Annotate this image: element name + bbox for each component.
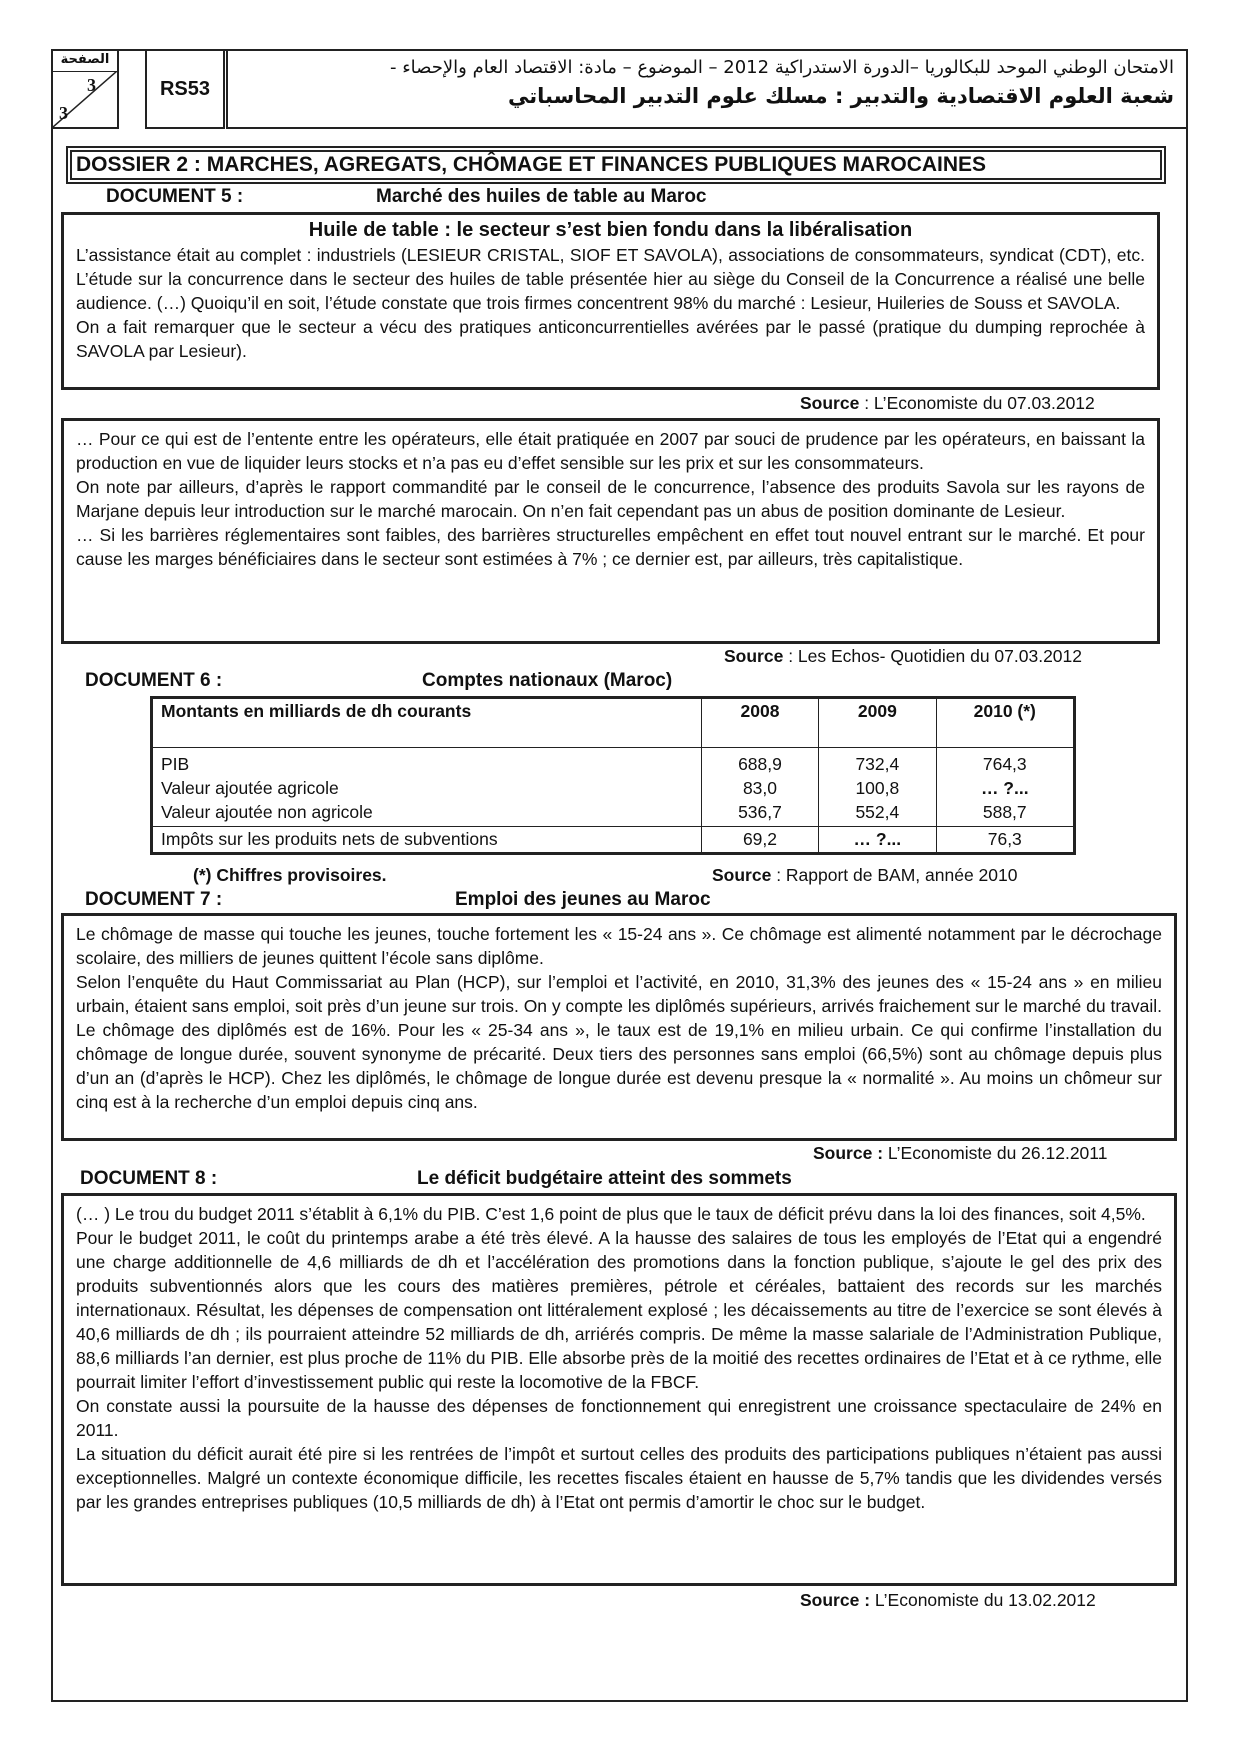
doc6-title: Comptes nationaux (Maroc) — [422, 670, 673, 691]
table-cell: Impôts sur les produits nets de subventions — [152, 827, 702, 854]
table-header: 2010 (*) — [936, 698, 1074, 748]
table-cell: PIB — [161, 754, 190, 774]
table-header: 2008 — [701, 698, 818, 748]
doc7-title: Emploi des jeunes au Maroc — [455, 889, 711, 910]
doc5-box1-title: Huile de table : le secteur s’est bien fondu dans la libéralisation — [308, 219, 913, 241]
exam-header-line2: شعبة العلوم الاقتصادية والتدبير : مسلك علوم التدبير المحاسباتي — [508, 84, 1174, 108]
doc8-source: Source : L’Economiste du 13.02.2012 — [800, 1590, 1096, 1610]
table-cell: 69,2 — [701, 827, 818, 854]
national-accounts-table — [150, 696, 1076, 855]
doc7-p1: Le chômage de masse qui touche les jeunes, touche fortement les « 15-24 ans ». Ce chômage est alimenté notamment par le décrochage scolaire, des milliers de jeunes quittent l’école sans diplôme. — [76, 924, 1162, 968]
doc8-p2: Pour le budget 2011, le coût du printemps arabe a été très élevé. A la hausse des salaires de tous les employés de l’Etat qui a engendré une charge additionnelle de 4,6 milliards de dh et l’accélération des promotions dans la fonction publique, s’ajoute le gel des prix des produits subventionnés alors que les cours des matières premières, pétrole et céréales, battaient des records sur les marchés internationaux. Résultat, les dépenses de compensation ont littéralement explosé ; les décaissements au titre de l’exercice se sont élevés à 40,6 milliards de dh ; ils pourraient atteindre 52 milliards de dh, arriérés compris. De même la masse salariale de l’Administration Publique, 88,6 milliards l’an dernier, est plus proche de 11% du PIB. Elle absorbe près de la moitié des recettes ordinaires de l’Etat et à ce rythme, elle pourrait limiter l’effort d’investissement public qui reste la locomotive de la FBCF. — [76, 1228, 1162, 1392]
doc7-label: DOCUMENT 7 : — [85, 889, 223, 910]
table-cell: 536,7 — [738, 802, 782, 822]
table-cell: 100,8 — [855, 778, 900, 798]
doc6-note: (*) Chiffres provisoires. — [193, 865, 387, 885]
doc8-title: Le déficit budgétaire atteint des sommets — [417, 1168, 792, 1189]
doc8-label: DOCUMENT 8 : — [80, 1168, 218, 1189]
page-num: 3 — [87, 75, 96, 95]
table-row — [152, 827, 1075, 854]
exam-header — [226, 49, 1188, 129]
doc7-source: Source : L’Economiste du 26.12.2011 — [813, 1143, 1108, 1163]
table-cell: 552,4 — [855, 802, 900, 822]
subject-code: RS53 — [145, 49, 225, 129]
doc7-box — [61, 913, 1177, 1141]
table-cell: 83,0 — [742, 778, 777, 798]
doc5-box2-p1: … Pour ce qui est de l’entente entre les opérateurs, elle était pratiquée en 2007 par souci de prudence par les opérateurs, en baissant la production en vue de liquider leurs stocks et n’a pas eu d’effet sensible sur les prix et sur les consommateurs. — [76, 429, 1145, 473]
table-cell: … ?... — [980, 778, 1029, 798]
table-cell: 688,9 — [738, 754, 782, 774]
dossier-title: DOSSIER 2 : MARCHES, AGREGATS, CHÔMAGE ET FINANCES PUBLIQUES MAROCAINES — [70, 150, 1162, 180]
table-cell: 76,3 — [936, 827, 1074, 854]
doc5-box2-p2: On note par ailleurs, d’après le rapport commandité par le conseil de le concurrence, l’absence des produits Savola sur les rayons de Marjane depuis leur introduction sur le marché marocain. On n’en fait cependant pas un abus de position dominante de Lesieur. — [76, 477, 1145, 521]
doc5-box1-p1: L’assistance était au complet : industriels (LESIEUR CRISTAL, SIOF ET SAVOLA), associations de consommateurs, syndicat (CDT), etc. L’étude sur la concurrence dans le secteur des huiles de table présentée hier au siège du Conseil de la Concurrence a réalisé une belle audience. (…) Quoiqu’il en soit, l’étude constate que trois firmes concentrent 98% du marché : Lesieur, Huileries de Souss et SAVOLA. — [76, 245, 1145, 313]
doc5-label: DOCUMENT 5 : — [106, 186, 244, 207]
table-cell: … ?... — [819, 827, 936, 854]
doc8-p3: On constate aussi la poursuite de la hausse des dépenses de fonctionnement qui enregistrent une croissance spectaculaire de 24% en 2011. — [76, 1396, 1162, 1440]
exam-header-line1: الامتحان الوطني الموحد للبكالوريا –الدورة الاستدراكية 2012 – الموضوع – مادة: الاقتصاد العام والإحصاء - — [390, 57, 1174, 78]
table-cell: 764,3 — [982, 754, 1027, 774]
doc6-label: DOCUMENT 6 : — [85, 670, 223, 691]
doc5-box2 — [61, 418, 1160, 644]
table-cell: Valeur ajoutée non agricole — [161, 802, 373, 822]
table-cell: 588,7 — [982, 802, 1027, 822]
table-row — [152, 748, 1075, 827]
doc5-source1: Source : L’Economiste du 07.03.2012 — [800, 393, 1095, 413]
doc5-box1 — [61, 212, 1160, 390]
page-label: الصفحة — [53, 51, 117, 72]
table-header-row — [152, 698, 1075, 748]
table-header: Montants en milliards de dh courants — [152, 698, 702, 748]
doc8-p1: (… ) Le trou du budget 2011 s’établit à 6,1% du PIB. C’est 1,6 point de plus que le taux de déficit prévu dans la loi des finances, soit 4,5%. — [76, 1204, 1146, 1224]
doc8-p4: La situation du déficit aurait été pire si les rentrées de l’impôt et surtout celles des produits des participations publiques n’étaient pas aussi exceptionnelles. Malgré un contexte économique difficile, les recettes fiscales étaient en hausse de 5,7% tandis que les dividendes versés par les grandes entreprises publiques (10,5 milliards de dh) à l’Etat ont permis d’amortir le choc sur le budget. — [76, 1444, 1162, 1512]
page-number-box — [51, 49, 119, 129]
doc8-box — [61, 1193, 1177, 1586]
table-cell: Valeur ajoutée agricole — [161, 778, 339, 798]
doc5-source2: Source : Les Echos- Quotidien du 07.03.2012 — [724, 646, 1083, 666]
doc7-p2: Selon l’enquête du Haut Commissariat au Plan (HCP), sur l’emploi et l’activité, en 2010, 31,3% des jeunes des « 15-24 ans » en milieu urbain, étaient sans emploi, soit près d’un jeune sur trois. On y compte les diplômés supérieurs, arrivés fraichement sur le marché du travail. Le chômage des diplômés est de 16%. Pour les « 25-34 ans », le taux est de 19,1% en milieu urbain. Ce qui confirme l’installation du chômage de longue durée, souvent synonyme de précarité. Deux tiers des personnes sans emploi (66,5%) sont au chômage depuis plus d’un an (d’après le HCP). Chez les diplômés, le chômage de longue durée est devenu presque la « normalité ». Au moins un chômeur sur cinq est à la recherche d’un emploi depuis cinq ans. — [76, 972, 1162, 1112]
table-header: 2009 — [819, 698, 936, 748]
doc5-box2-p3: … Si les barrières réglementaires sont faibles, des barrières structurelles empêchent en effet tout nouvel entrant sur le marché. Et pour cause les marges bénéficiaires dans le secteur sont estimées à 7% ; ce dernier est, par ailleurs, très capitalistique. — [76, 525, 1145, 569]
doc6-source: Source : Rapport de BAM, année 2010 — [712, 865, 1018, 885]
doc5-title: Marché des huiles de table au Maroc — [376, 186, 707, 207]
doc5-box1-p2: On a fait remarquer que le secteur a vécu des pratiques anticoncurrentielles avérées par le passé (pratique du dumping reprochée à SAVOLA par Lesieur). — [76, 317, 1145, 361]
table-cell: 732,4 — [855, 754, 900, 774]
page-total: 3 — [59, 103, 68, 123]
